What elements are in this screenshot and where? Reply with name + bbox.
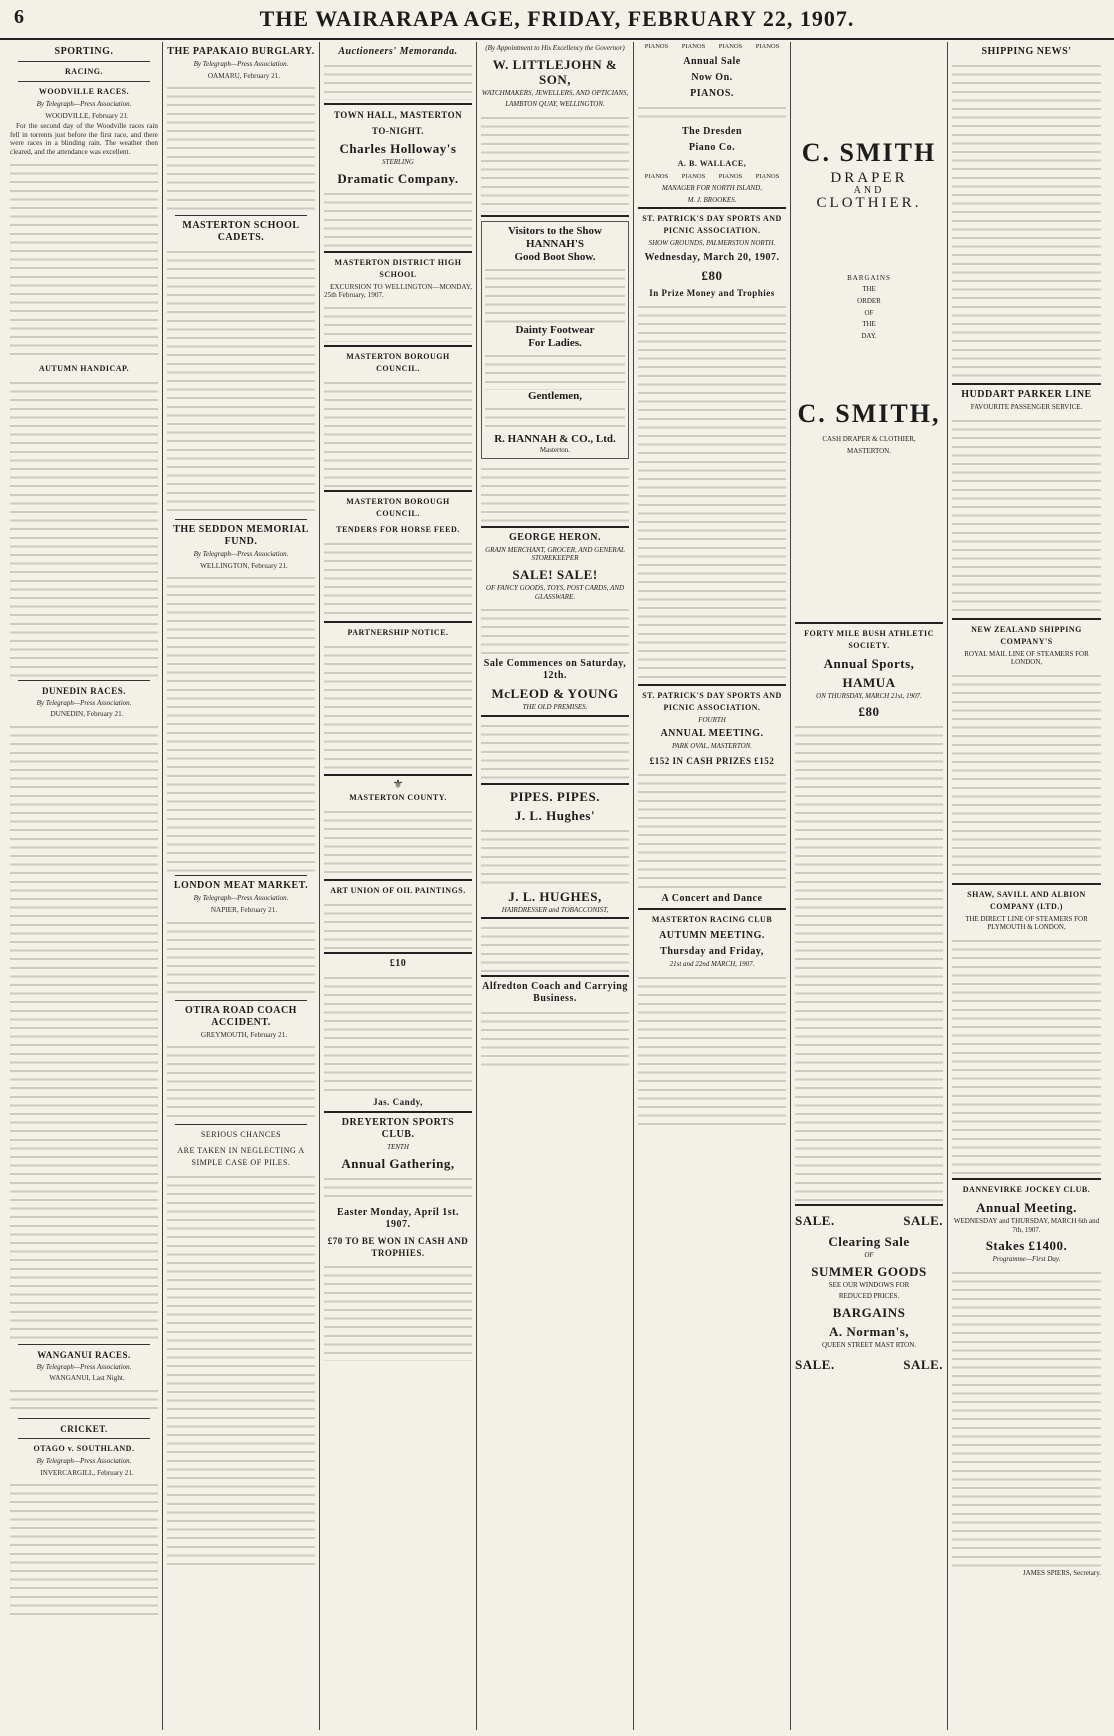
heading-summer-goods: SUMMER GOODS (811, 1263, 927, 1279)
pianos-border (638, 172, 786, 182)
heading-now-on: Now On. (691, 72, 733, 83)
wallace-name: A. B. WALLACE, (677, 159, 747, 168)
heading-pianos: PIANOS. (690, 88, 734, 99)
text-block (481, 825, 629, 885)
heading-heron: GEORGE HERON. (508, 531, 602, 543)
hannah-co-heading: R. HANNAH & CO., Ltd. (494, 432, 616, 445)
bargains-line-2: THE (862, 285, 876, 294)
text-block (167, 246, 315, 516)
heading-hughes: J. L. Hughes' (514, 807, 596, 823)
text-block (952, 935, 1101, 1175)
text-block (481, 112, 629, 212)
pianos-word: PIANOS (681, 173, 706, 180)
heading-easter-monday: Easter Monday, April 1st. 1907. (336, 1206, 460, 1230)
royal-mail: ROYAL MAIL LINE OF STEAMERS FOR LONDON, (964, 649, 1089, 667)
bargains-line-4: OF (864, 308, 874, 317)
smith-name-2: C. SMITH, (797, 399, 941, 429)
text-block (795, 721, 943, 1201)
pianos-word: PIANOS (755, 173, 780, 180)
heading-london-meat: LONDON MEAT MARKET. (173, 880, 309, 892)
heading-auctioneers: Auctioneers' Memoranda. (338, 46, 458, 57)
sale-left: SALE. (795, 1213, 835, 1229)
byline: By Telegraph—Press Association. (193, 60, 289, 68)
text-block (324, 188, 472, 248)
heading-ten-pounds: £10 (389, 958, 407, 970)
dateline: OAMARU, February 21. (207, 71, 281, 80)
column-sporting (6, 42, 163, 1730)
heading-borough-council: MASTERTON BOROUGH COUNCIL. (346, 351, 450, 373)
heading-nz-shipping: NEW ZEALAND SHIPPING COMPANY'S (971, 624, 1082, 646)
text-block (952, 1267, 1101, 1567)
pianos-word: PIANOS (755, 43, 780, 50)
hannah-heading: HANNAH'S (525, 237, 585, 250)
heading-sale-commences: Sale Commences on Saturday, 12th. (483, 658, 627, 682)
subheading-racing: RACING. (65, 67, 103, 76)
sale-left: SALE. (795, 1356, 835, 1372)
heading-piano-co: Piano Co. (688, 142, 736, 153)
boot-show-heading: Good Boot Show. (514, 250, 596, 263)
heading-wednesday: Wednesday, March 20, 1907. (644, 251, 780, 263)
masterton-label: MASTERTON. (847, 446, 891, 455)
heading-dramatic-company: Dramatic Company. (337, 170, 459, 186)
heading-piles: ARE TAKEN IN NEGLECTING A SIMPLE CASE OF PILES. (177, 1146, 305, 1168)
heading-annual-sports: Annual Sports, (823, 655, 915, 671)
dateline: GREYMOUTH, February 21. (200, 1030, 288, 1039)
pianos-word: PIANOS (718, 173, 743, 180)
heading-masterton-cadets: MASTERTON SCHOOL CADETS. (182, 220, 300, 244)
text-block (324, 641, 472, 771)
sale-right: SALE. (903, 1356, 943, 1372)
heading-otago-southland: OTAGO v. SOUTHLAND. (33, 1443, 135, 1453)
heading-sale: SALE! SALE! (512, 566, 598, 582)
byline: By Telegraph—Press Association. (36, 1456, 132, 1465)
byline: By Telegraph—Press Association. (36, 698, 132, 707)
heading-hughes-name: J. L. HUGHES, (508, 888, 602, 904)
text-block (10, 159, 158, 359)
heading-high-school: MASTERTON DISTRICT HIGH SCHOOL (334, 257, 462, 279)
show-grounds: SHOW GROUNDS, PALMERSTON NORTH. (648, 239, 776, 248)
newspaper-title: THE WAIRARAPA AGE, FRIDAY, FEBRUARY 22, 1907. (259, 6, 855, 31)
heading-seventy-pounds: £70 TO BE WON IN CASH AND TROPHIES. (327, 1235, 469, 1258)
dateline: WANGANUI, Last Night. (49, 1374, 125, 1383)
text-block (324, 60, 472, 100)
text-block (485, 350, 625, 390)
heading-shipping-news: SHIPPING NEWS' (981, 46, 1072, 57)
text-block (167, 572, 315, 872)
pianos-word: PIANOS (681, 43, 706, 50)
heading-wanganui-races: WANGANUI RACES. (37, 1349, 131, 1360)
direct-line: THE DIRECT LINE OF STEAMERS FOR PLYMOUTH & LONDON, (965, 914, 1088, 932)
heading-annual-meeting: ANNUAL MEETING. (660, 728, 764, 740)
text-block (481, 1007, 629, 1067)
text-block (167, 1171, 315, 1571)
appointment-note: (By Appointment to His Excellency the Governor) (485, 44, 625, 52)
heading-dannevirke: DANNEVIRKE JOCKEY CLUB. (962, 1184, 1091, 1194)
text-block (324, 806, 472, 876)
excursion-notice: EXCURSION TO WELLINGTON—MONDAY, 25th February, 1907. (324, 282, 472, 300)
text-block (638, 769, 786, 889)
park-oval: PARK OVAL, MASTERTON. (671, 742, 753, 751)
meeting-dates: 21st and 22nd MARCH, 1907. (669, 959, 755, 968)
old-premises: THE OLD PREMISES. (522, 703, 588, 712)
column-pianos-sports (634, 42, 791, 1730)
heading-bargains: BARGAINS (832, 1304, 906, 1320)
pianos-word: PIANOS (644, 43, 669, 50)
heading-thursday-friday: Thursday and Friday, (660, 945, 764, 957)
heading-norman: A. Norman's, (828, 1323, 910, 1339)
byline: By Telegraph—Press Association. (193, 894, 289, 903)
text-block (324, 1173, 472, 1203)
see-windows: SEE OUR WINDOWS FOR (828, 1280, 910, 1289)
byline: By Telegraph—Press Association. (36, 100, 132, 108)
text-block (324, 538, 472, 618)
text-block (638, 102, 786, 122)
heading-alfredton: Alfredton Coach and Carrying Business. (482, 981, 628, 1005)
text-block (324, 972, 472, 1092)
sale-footer (795, 1353, 943, 1374)
heading-autumn-meeting: AUTUMN MEETING. (659, 929, 765, 941)
heading-horse-feed: TENDERS FOR HORSE FEED. (336, 524, 460, 534)
heading-county: MASTERTON COUNTY. (349, 793, 447, 803)
heading-holloway: Charles Holloway's (339, 141, 457, 156)
text-block (952, 415, 1101, 615)
heading-seddon-fund: THE SEDDON MEMORIAL FUND. (173, 524, 309, 548)
text-block (481, 604, 629, 654)
text-block (638, 972, 786, 1132)
text-block (10, 377, 158, 677)
masthead (0, 0, 1114, 40)
dreyerton-tenth: TENTH (387, 1143, 409, 1152)
smith-name: C. SMITH (801, 138, 937, 167)
queen-street: QUEEN STREET MAST RTON. (821, 1340, 917, 1349)
heading-dresden: The Dresden (681, 126, 743, 137)
text-block (481, 922, 629, 972)
section-heading-sporting: SPORTING. (54, 46, 114, 57)
watchmakers: WATCHMAKERS, JEWELLERS, AND OPTICIANS, (481, 88, 629, 97)
bargains-line-1: BARGAINS (847, 273, 891, 282)
gentlemen-heading: Gentlemen, (527, 389, 583, 402)
text-block (324, 899, 472, 949)
manager-label: MANAGER FOR NORTH ISLAND, (662, 184, 762, 192)
heading-annual-meeting: Annual Meeting. (976, 1199, 1077, 1215)
dateline: DUNEDIN, February 21. (50, 710, 124, 719)
heading-hamua: HAMUA (842, 674, 896, 690)
sports-date: ON THURSDAY, MARCH 21st, 1907. (816, 691, 922, 700)
text-block (952, 60, 1101, 380)
cash-prizes: £152 IN CASH PRIZES £152 (649, 755, 775, 766)
holloway-sterling: STERLING (382, 158, 414, 166)
bargains-line-3: ORDER (857, 296, 881, 305)
newspaper-columns (6, 42, 1108, 1730)
heading-cricket: CRICKET. (60, 1423, 108, 1434)
column-shipping (948, 42, 1105, 1730)
heading-town-hall: TOWN HALL, MASTERTON (333, 110, 463, 120)
masterton-label: Masterton. (539, 445, 571, 454)
cash-draper: CASH DRAPER & CLOTHIER, (822, 435, 916, 444)
text-block (638, 301, 786, 681)
reduced-prices: REDUCED PRICES. (838, 1292, 900, 1301)
heading-papakaio-burglary: THE PAPAKAIO BURGLARY. (167, 46, 315, 57)
column-news (163, 42, 320, 1730)
crest-icon: ⚜ (392, 776, 404, 791)
heading-annual-sale: Annual Sale (683, 56, 741, 67)
heading-serious-chances: SERIOUS CHANCES (200, 1130, 282, 1140)
heading-shaw-savill: SHAW, SAVILL AND ALBION COMPANY (LTD.) (967, 889, 1086, 911)
pianos-word: PIANOS (718, 43, 743, 50)
heading-st-patricks: ST. PATRICK'S DAY SPORTS AND PICNIC ASSOCIATION. (642, 214, 782, 236)
byline: By Telegraph—Press Association. (36, 1362, 132, 1371)
heading-paintings: ART UNION OF OIL PAINTINGS. (330, 886, 466, 896)
heading-autumn-handicap: AUTUMN HANDICAP. (38, 363, 130, 373)
heading-huddart-parker: HUDDART PARKER LINE (961, 389, 1092, 400)
sale-right: SALE. (903, 1213, 943, 1229)
heading-borough-council: MASTERTON BOROUGH COUNCIL. (346, 496, 450, 518)
dateline: NAPIER, February 21. (210, 905, 278, 914)
fancy-goods: OF FANCY GOODS, TOYS, POST CARDS, AND GLASSWARE. (485, 583, 625, 601)
column-advertisements (477, 42, 634, 1730)
heading-clearing-sale: Clearing Sale (828, 1234, 910, 1250)
bargains-line-5: THE (862, 320, 876, 329)
heading-otira-accident: OTIRA ROAD COACH ACCIDENT. (185, 1004, 297, 1028)
heading-tonight: TO-NIGHT. (372, 126, 424, 136)
and-label: AND (853, 184, 885, 196)
heading-eighty-pounds: £80 (858, 704, 880, 720)
text-block (481, 720, 629, 780)
heading-forty-mile: FORTY MILE BUSH ATHLETIC SOCIETY. (804, 628, 934, 650)
text-block (485, 264, 625, 324)
dateline: INVERCARGILL, February 21. (40, 1468, 134, 1477)
hairdresser: HAIRDRESSER and TOBACCONIST, (501, 905, 609, 914)
heading-pipes: PIPES. PIPES. (510, 788, 600, 804)
draper-label: DRAPER (830, 170, 908, 186)
pianos-word: PIANOS (644, 173, 669, 180)
heading-littlejohn: W. LITTLEJOHN & SON, (492, 56, 618, 87)
heading-concert: A Concert and Dance (661, 892, 763, 904)
footwear-heading: Dainty Footwear (515, 323, 595, 336)
heading-stakes: Stakes £1400. (985, 1238, 1068, 1254)
signature-candy: Jas. Candy, (373, 1097, 423, 1108)
heading-racing-club: MASTERTON RACING CLUB (651, 914, 773, 924)
of-label: OF (864, 1251, 874, 1260)
heading-annual-gathering: Annual Gathering, (341, 1155, 455, 1171)
text-block (167, 1041, 315, 1121)
dateline: WELLINGTON, February 21. (200, 561, 288, 570)
programme-label: Programme—First Day. (992, 1255, 1061, 1264)
article-text: For the second day of the Woodville races rain fell in torrents just before the first race, and there were races in a blinding rain. The weather then cleared, and the attendance was excellent. (10, 122, 158, 156)
dateline: WOODVILLE, February 21. (45, 111, 129, 120)
text-block (167, 917, 315, 997)
sale-header (795, 1209, 943, 1230)
ladies-heading: For Ladies. (528, 336, 582, 349)
prize-money: In Prize Money and Trophies (649, 287, 775, 298)
text-block (324, 1261, 472, 1361)
manager-name: M. J. BROOKES. (687, 195, 737, 204)
bargains-line-6: DAY. (861, 331, 877, 340)
visitors-heading: Visitors to the Show (507, 224, 602, 237)
byline: By Telegraph—Press Association. (193, 550, 289, 559)
heading-woodville: WOODVILLE RACES. (38, 87, 130, 96)
heading-mcleod: McLEOD & YOUNG (491, 686, 619, 702)
text-block (485, 403, 625, 433)
page-number: 6 (14, 6, 24, 28)
heading-st-patricks: ST. PATRICK'S DAY SPORTS AND PICNIC ASSOCIATION. (642, 690, 782, 712)
grain-merchant: GRAIN MERCHANT, GROCER, AND GENERAL STOREKEEPER (485, 545, 625, 563)
text-block (952, 670, 1101, 880)
text-block (324, 377, 472, 487)
column-notices (320, 42, 477, 1730)
clothier-label: CLOTHIER. (816, 195, 922, 212)
text-block (481, 463, 629, 523)
text-block (10, 1385, 158, 1415)
text-block (10, 1479, 158, 1619)
lambton-quay: LAMBTON QUAY, WELLINGTON. (505, 100, 605, 109)
heading-partnership: PARTNERSHIP NOTICE. (347, 627, 449, 637)
heading-eighty-pounds: £80 (701, 267, 723, 283)
hannah-advert (481, 221, 629, 459)
text-block (10, 721, 158, 1341)
text-block (324, 302, 472, 342)
column-smith-norman (791, 42, 948, 1730)
text-block (167, 82, 315, 212)
meeting-dates: WEDNESDAY and THURSDAY, MARCH 6th and 7th, 1907. (953, 1216, 1100, 1234)
heading-dunedin-races: DUNEDIN RACES. (41, 685, 126, 696)
secretary-signature: JAMES SPIERS, Secretary. (1022, 1568, 1101, 1577)
fourth-label: FOURTH (698, 715, 726, 724)
favourite-service: FAVOURITE PASSENGER SERVICE. (970, 403, 1083, 411)
heading-dreyerton: DREYERTON SPORTS CLUB. (341, 1117, 455, 1141)
pianos-border (638, 42, 786, 52)
